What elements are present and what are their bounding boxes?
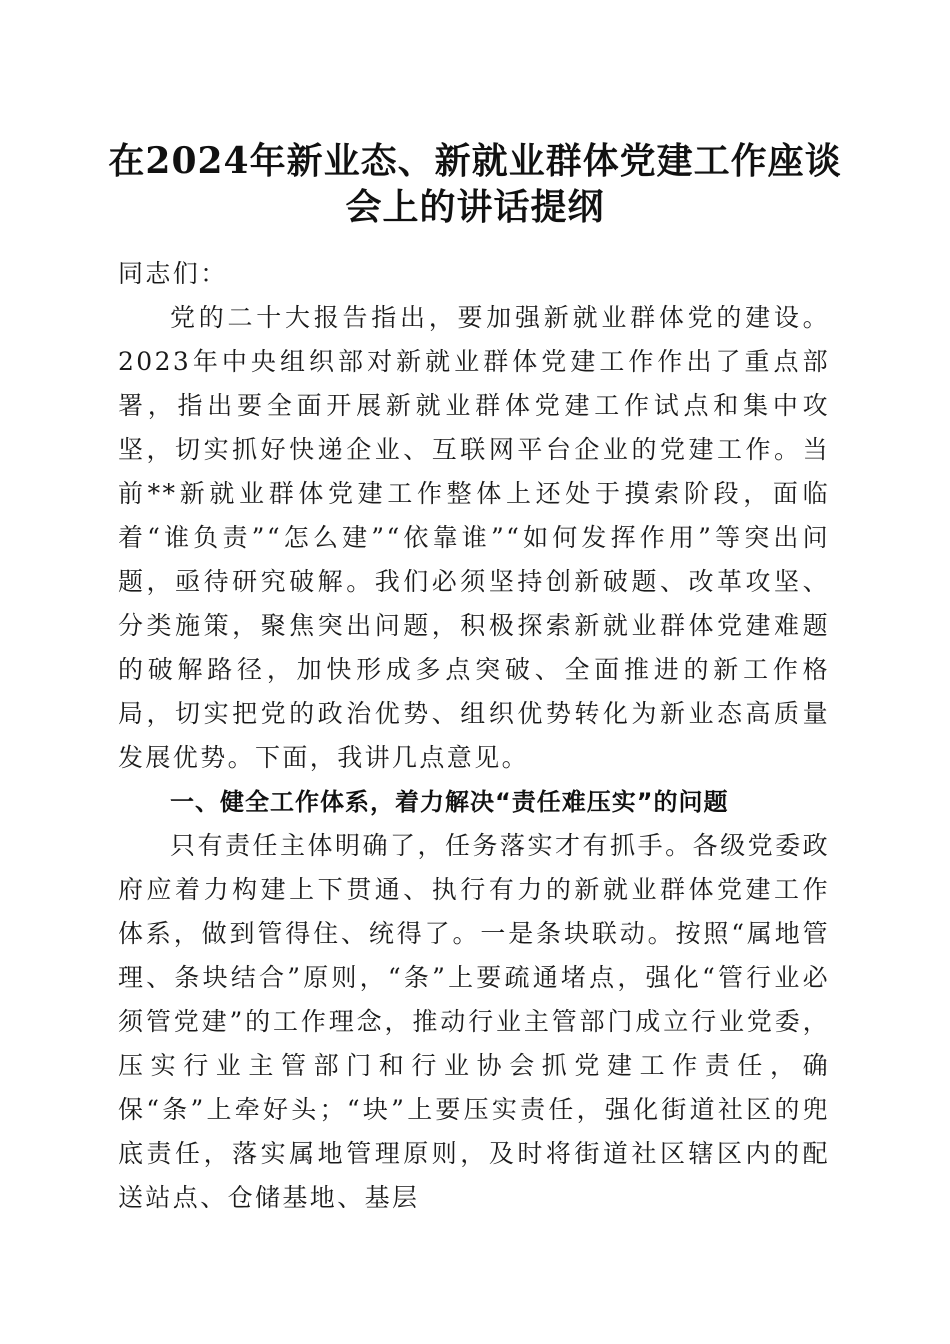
document-title — [60, 138, 890, 230]
salutation: 同志们： — [118, 259, 228, 288]
title-line-2: 会上的讲话提纲 — [345, 186, 605, 228]
paragraph-section-1: 只有责任主体明确了，任务落实才有抓手。各级党委政府应着力构建上下贯通、执行有力的新就业群体党建工作体系，做到管得住、统得了。一是条块联动。按照“属地管理、条块结合”原则，“条”上要疏通堵点，强化“管行业必须管党建”的工作理念，推动行业主管部门成立行业党委，压实行业主管部门和行业协会抓党建工作责任，确保“条”上牵好头；“块”上要压实责任，强化街道社区的兜底责任，落实属地管理原则，及时将街道社区辖区内的配送站点、仓储基地、基层 — [118, 831, 830, 1212]
paragraph-intro: 党的二十大报告指出，要加强新就业群体党的建设。2023年中央组织部对新就业群体党建工作作出了重点部署，指出要全面开展新就业群体党建工作试点和集中攻坚，切实抓好快递企业、互联网平台企业的党建工作。当前**新就业群体党建工作整体上还处于摸索阶段，面临着“谁负责”“怎么建”“依靠谁”“如何发挥作用”等突出问题，亟待研究破解。我们必须坚持创新破题、改革攻坚、分类施策，聚焦突出问题，积极探索新就业群体党建难题的破解路径，加快形成多点突破、全面推进的新工作格局，切实把党的政治优势、组织优势转化为新业态高质量发展优势。下面，我讲几点意见。 — [118, 303, 830, 772]
section-heading-1: 一、健全工作体系，着力解决“责任难压实”的问题 — [170, 788, 729, 816]
title-line-1: 在2024年新业态、新就业群体党建工作座谈 — [108, 140, 842, 182]
document-body — [118, 252, 830, 1220]
